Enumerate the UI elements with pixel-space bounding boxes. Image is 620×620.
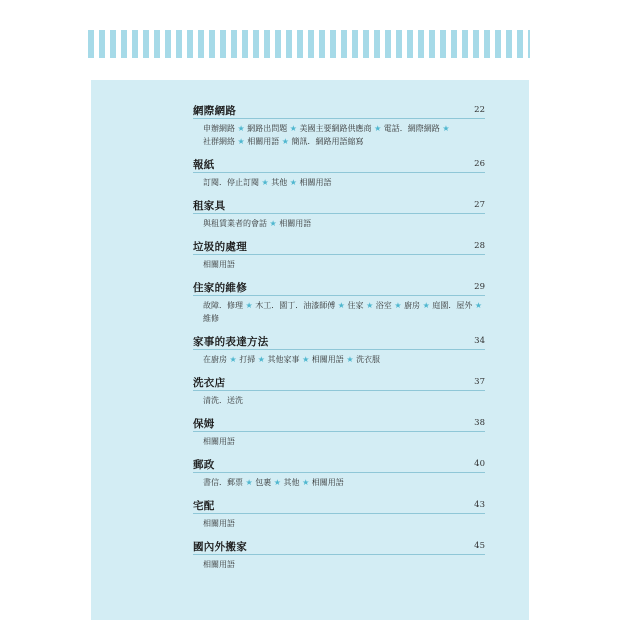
toc-entry-title: 網際網路 — [193, 105, 237, 117]
toc-subtopic: 打掃 — [239, 355, 256, 364]
toc-subtopics — [193, 514, 485, 530]
toc-entry-title: 垃圾的處理 — [193, 241, 247, 253]
toc-subtopic: 相關用語 — [203, 560, 235, 569]
striped-header-band — [88, 30, 530, 58]
toc-subtopic: 相關用語 — [203, 519, 235, 528]
toc-entry-header — [193, 456, 485, 473]
toc-subtopics — [193, 296, 485, 312]
star-separator-icon: ★ — [439, 124, 450, 133]
toc-subtopic: 其他家事 — [267, 355, 300, 364]
toc-entry-header — [193, 374, 485, 391]
toc-entry[interactable] — [193, 197, 485, 230]
toc-subtopics — [193, 391, 485, 407]
toc-entry[interactable] — [193, 333, 485, 366]
toc-entry-title: 郵政 — [193, 459, 215, 471]
toc-subtopic: 包裹 — [255, 478, 272, 487]
toc-entry-header — [193, 197, 485, 214]
toc-entry-title: 報紙 — [193, 159, 215, 171]
star-separator-icon: ★ — [267, 219, 280, 228]
star-separator-icon: ★ — [335, 301, 348, 310]
toc-entry[interactable] — [193, 238, 485, 271]
toc-subtopic: 其他 — [271, 178, 288, 187]
toc-entry[interactable] — [193, 102, 485, 148]
toc-entry-header — [193, 238, 485, 255]
toc-entry-header — [193, 279, 485, 296]
toc-entry-header — [193, 156, 485, 173]
table-of-contents — [193, 102, 485, 571]
toc-subtopics — [193, 135, 485, 148]
toc-page-number: 37 — [474, 377, 485, 387]
toc-entry-title: 住家的維修 — [193, 282, 247, 294]
toc-subtopic: 在廚房 — [203, 355, 227, 364]
toc-subtopic: 住家 — [347, 301, 364, 310]
toc-subtopic: 廚房 — [404, 301, 421, 310]
toc-subtopic: 書信．郵票 — [203, 478, 243, 487]
toc-page-number: 43 — [474, 500, 485, 510]
toc-entry[interactable] — [193, 374, 485, 407]
toc-subtopic: 申辦網路 — [203, 124, 235, 133]
star-separator-icon: ★ — [299, 478, 312, 487]
toc-entry-header — [193, 538, 485, 555]
star-separator-icon: ★ — [255, 355, 268, 364]
star-separator-icon: ★ — [279, 137, 292, 146]
star-separator-icon: ★ — [235, 137, 248, 146]
toc-subtopics — [193, 432, 485, 448]
toc-entry[interactable] — [193, 497, 485, 530]
star-separator-icon: ★ — [235, 124, 248, 133]
toc-subtopic: 故障．修理 — [203, 301, 243, 310]
toc-page-number: 45 — [474, 541, 485, 551]
star-separator-icon: ★ — [287, 124, 300, 133]
toc-subtopic: 與租賃業者的會話 — [203, 219, 267, 228]
toc-subtopics — [193, 173, 485, 189]
toc-subtopic: 相關用語 — [311, 478, 344, 487]
toc-subtopic: 社群網絡 — [203, 137, 235, 146]
star-separator-icon: ★ — [371, 124, 384, 133]
toc-entry-header — [193, 333, 485, 350]
toc-subtopic: 網路出問題 — [247, 124, 288, 133]
toc-entry-title: 宅配 — [193, 500, 215, 512]
toc-entry[interactable] — [193, 456, 485, 489]
toc-entry-title: 保姆 — [193, 418, 215, 430]
toc-subtopics — [193, 350, 485, 366]
toc-page-number: 28 — [474, 241, 485, 251]
star-separator-icon: ★ — [271, 478, 284, 487]
toc-subtopic: 其他 — [283, 478, 300, 487]
toc-page-number: 34 — [474, 336, 485, 346]
toc-subtopic: 維修 — [203, 314, 219, 323]
toc-entry[interactable] — [193, 279, 485, 325]
star-separator-icon: ★ — [343, 355, 357, 364]
star-separator-icon: ★ — [420, 301, 433, 310]
toc-subtopic: 庭園．屋外 — [432, 301, 473, 310]
toc-entry-header — [193, 497, 485, 514]
toc-subtopics — [193, 255, 485, 271]
toc-subtopics — [193, 214, 485, 230]
toc-subtopic: 相關用語 — [279, 219, 312, 228]
toc-subtopic: 相關用語 — [203, 260, 235, 269]
toc-subtopic: 相關用語 — [247, 137, 280, 146]
toc-subtopic: 美國主要網路供應商 — [299, 124, 372, 133]
toc-page-number: 40 — [474, 459, 485, 469]
toc-entry[interactable] — [193, 156, 485, 189]
star-separator-icon: ★ — [243, 301, 256, 310]
toc-page-number: 29 — [474, 282, 485, 292]
toc-subtopic: 電話．網際網路 — [383, 124, 440, 133]
star-separator-icon: ★ — [472, 301, 483, 310]
toc-entry[interactable] — [193, 538, 485, 571]
toc-subtopics — [193, 119, 485, 135]
toc-subtopic: 相關用語 — [299, 178, 332, 187]
toc-subtopic: 訂閱．停止訂閱 — [203, 178, 259, 187]
toc-entry-title: 洗衣店 — [193, 377, 226, 389]
star-separator-icon: ★ — [363, 301, 376, 310]
toc-page-number: 27 — [474, 200, 485, 210]
toc-panel — [91, 80, 529, 620]
toc-subtopic: 清洗．送洗 — [203, 396, 243, 405]
star-separator-icon: ★ — [259, 178, 272, 187]
toc-subtopic: 相關用語 — [311, 355, 344, 364]
star-separator-icon: ★ — [287, 178, 300, 187]
toc-subtopic: 相關用語 — [203, 437, 235, 446]
star-separator-icon: ★ — [243, 478, 256, 487]
toc-page-number: 38 — [474, 418, 485, 428]
toc-entry-header — [193, 415, 485, 432]
toc-entry-title: 家事的表達方法 — [193, 336, 269, 348]
star-separator-icon: ★ — [391, 301, 405, 310]
toc-subtopics — [193, 312, 485, 325]
toc-subtopic: 木工．園丁．油漆師傅 — [255, 301, 336, 310]
toc-subtopics — [193, 555, 485, 571]
toc-entry-title: 國內外搬家 — [193, 541, 247, 553]
toc-subtopics — [193, 473, 485, 489]
toc-entry[interactable] — [193, 415, 485, 448]
star-separator-icon: ★ — [299, 355, 312, 364]
toc-page-number: 26 — [474, 159, 485, 169]
toc-entry-title: 租家具 — [193, 200, 226, 212]
toc-page-number: 22 — [474, 105, 485, 115]
toc-subtopic: 浴室 — [375, 301, 392, 310]
toc-subtopic: 簡訊．網路用語縮寫 — [291, 137, 364, 146]
star-separator-icon: ★ — [227, 355, 240, 364]
toc-entry-header — [193, 102, 485, 119]
toc-subtopic: 洗衣服 — [356, 355, 381, 364]
